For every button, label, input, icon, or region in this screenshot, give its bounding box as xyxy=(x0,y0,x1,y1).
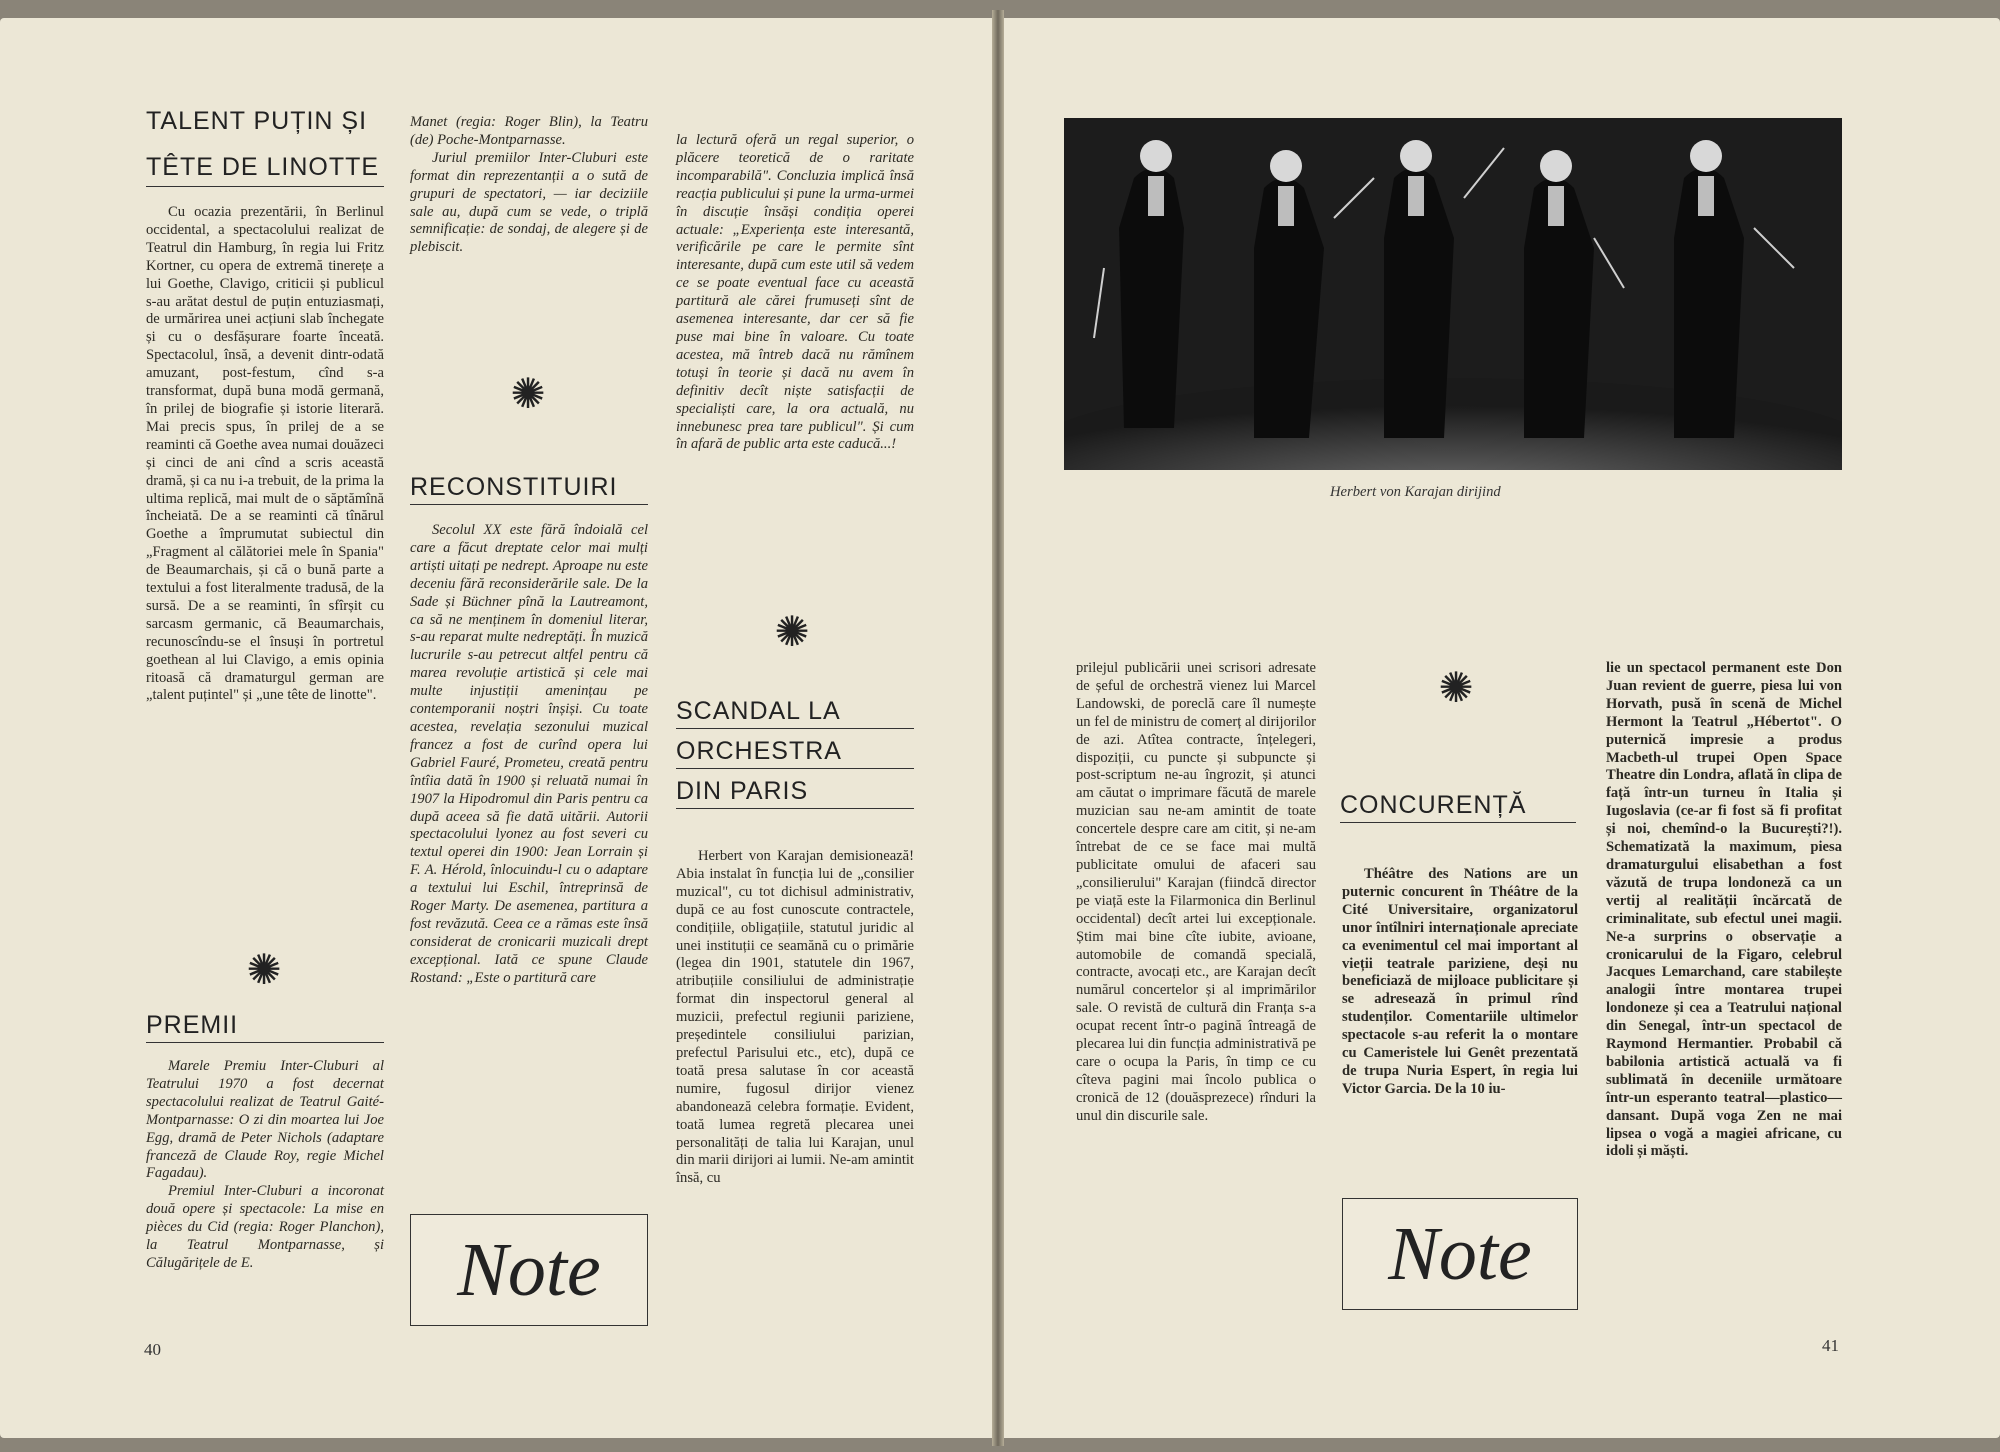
article-scandal xyxy=(676,848,914,1328)
article-paragraph: lie un spectacol permanent este Don Juan revient de guerre, piesa lui von Horvath, pusă în scenă de Michel Hermont la Teatrul „Hébertot". O puternică impresie a produs Macbeth-ul trupei Open Space Theatre din Londra, aflată în clipa de față într-un turneu în Italia și Iugoslavia (ce-ar fi fost să fi profitat și noi, chemînd-o la București?!). Schematizată la maximum, piesa dramaturgului elisabethan a fost văzută de trupa londoneză ca un vertij al realității încărcată de criminalitate, sub efectul unei magii. Ne-a surprins o observație a cronicarului de la Figaro, celebrul Jacques Lemarchand, care stabilește analogii între montarea trupei londoneze și cea a Teatrului național din Senegal, într-un spectacol de Raymond Hermantier. Probabil că babilonia artistică actuală va fi sublimată în deceniile următoare într-un esperanto teatral—plastico—dansant. După voga Zen ne mai lipsea o vogă a magiei africane, cu idoli și măști. xyxy=(1606,660,1842,1160)
note-box-label: Note xyxy=(457,1228,601,1312)
article-paragraph: Cu ocazia prezentării, în Berlinul occidental, a spectacolului realizat de Teatrul din Hamburg, în regia lui Fritz Kortner, cu opera de extremă tinerețe a lui Goethe, Clavigo, criticii și publicul s-au arătat destul de puțin entuziasmați, de urmărirea unei acțiuni slab închegate și cu o desfășurare foarte înceată. Spectacolul, însă, a devenit dintr-odată amuzant, post-festum, cînd s-a transformat, după buna modă germană, în prilej de biografie și istorie literară. Mai precis spus, în prilej de a se reaminti că Goethe avea numai douăzeci și cinci de ani cînd a scris această dramă, și ca nu i-a trebuit, de la prima la ultima replică, mai mult de o săptămînă încheiată. De a se reaminti că tînărul Goethe a împrumutat subiectul din „Fragment al călătoriei mele în Spania" de Beaumarchais, și că o bună parte a textului a fost literalmente tradusă, de la sursă. De a se reaminti, în sfîrșit cu sarcasm germanic, că Beaumarchais, recunoscîndu-se el însuși în portretul goethean al lui Clavigo, a emis opinia ritoasă că dramaturgul german are „talent puțintel" și „une tête de linotte". xyxy=(146,204,384,704)
note-box-left xyxy=(410,1214,648,1326)
heading-rule xyxy=(146,186,384,187)
photo-karajan-conducting xyxy=(1064,118,1842,470)
heading-tete-de-linotte: TÊTE DE LINOTTE xyxy=(146,153,380,181)
article-paragraph: Théâtre des Nations are un puternic concurent în Théâtre de la Cité Universitaire, organizatorul unor întîlniri internaționale apreciate ca evenimentul cel mai important al vieții teatrale pariziene, deși nu beneficiază de mijloace publicitare și se adresează în primul rînd studenților. Comentariile ultimelor spectacole s-au referit la o montare cu Cameristele lui Genêt prezentată de trupa Nuria Espert, în regia lui Victor Garcia. De la 10 iu- xyxy=(1342,866,1578,1097)
article-paragraph: la lectură oferă un regal superior, o plăcere teoretică de o raritate incomparabilă". Concluzia implică însă reacția publicului și pune la urma-urmei în discuție însăși condiția operei actuale: „Experiența este interesantă, verificările pe care le permite sînt interesante, după cum este util să vedem ce se poate eventual face cu această partitură ale cărei frumuseți sînt de asemenea interesante, dar cer să fie puse mai bine în valoare. Cu toate acestea, mă întreb dacă nu rămînem totuși în teorie și dacă nu avem în definitiv decît niște satisfacții de specialiști care, la ora actuală, nu innebunesc prea tare publicul". Și cum în afară de public arta este caducă...! xyxy=(676,132,914,453)
book-gutter xyxy=(992,10,1004,1446)
article-paragraph: Juriul premiilor Inter-Cluburi este format din reprezentanții a o sută de grupuri de spectatori, — iar deciziile sale au, după cum se vede, o triplă semnificație: de sondaj, de alegere și de plebiscit. xyxy=(410,149,648,256)
heading-rule xyxy=(1340,822,1576,823)
article-scandal-continued xyxy=(1076,660,1316,1320)
article-paragraph: Herbert von Karajan demisionează! Abia instalat în funcția lui de „consilier muzical", cu tot dichisul administrativ, după ce au fost cunoscute contractele, condițiile, obligațiile, statutul juridic al unei instituții ce seamănă cu o primărie (legea din 1901, statutele din 1967, atribuțiile consiliului de administrație format din inspectorul general al muzicii, prefectul regiunii pariziene, președintele consiliului parizian, prefectul Parisului etc., etc), după ce toată presa salutase în cor această numire, fugosul dirijor vienez abandonează celebra formație. Evident, toată lumea regretă plecarea unei personalități de talia lui Karajan, unul din marii dirijori ai lumii. Ne-am amintit însă, cu xyxy=(676,848,914,1187)
heading-concurenta: CONCURENȚĂ xyxy=(1340,791,1527,819)
article-paragraph: Premiul Inter-Cluburi a incoronat două opere și spectacole: La mise en pièces du Cid (regia: Roger Planchon), la Teatrul Montparnasse, și Călugărițele de E. xyxy=(146,1183,384,1271)
heading-reconstituiri: RECONSTITUIRI xyxy=(410,473,618,501)
note-box-right xyxy=(1342,1198,1578,1310)
article-reconstituiri xyxy=(410,522,648,1192)
page-number-right: 41 xyxy=(1822,1336,1839,1355)
heading-scandal-line3: DIN PARIS xyxy=(676,777,809,805)
heading-scandal-line2: ORCHESTRA xyxy=(676,737,842,765)
article-premii xyxy=(146,1058,384,1308)
starburst-icon: ✺ xyxy=(774,607,810,656)
heading-talent-putin: TALENT PUȚIN ȘI xyxy=(146,107,368,135)
heading-rule xyxy=(410,504,648,505)
page-number-left: 40 xyxy=(144,1340,161,1359)
heading-rule xyxy=(676,728,914,729)
starburst-icon: ✺ xyxy=(1438,663,1474,712)
article-paragraph: Manet (regia: Roger Blin), la Teatru (de) Poche-Montparnasse. xyxy=(410,114,648,148)
note-box-label: Note xyxy=(1388,1212,1532,1296)
heading-rule xyxy=(676,808,914,809)
photo-illustration xyxy=(1064,118,1842,470)
article-paragraph: Marele Premiu Inter-Cluburi al Teatrului 1970 a fost decernat spectacolului realizat de Teatrul Gaité-Montparnasse: O zi din moartea lui Joe Egg, dramă de Peter Nichols (adaptare franceză de Claude Roy, regie Michel Fagadau). xyxy=(146,1058,384,1182)
article-premii-continued xyxy=(410,114,648,334)
article-paragraph: prilejul publicării unei scrisori adresate de șeful de orchestră vienez lui Marcel Landowski, de poreclă care îl numește un fel de ministru de comerț al dirijorilor de azi. Atîtea contracte, înțelegeri, dispoziții, cu puncte și subpuncte și post-scriptum ne-au îngrozit, și atunci am căutat o imprimare făcută de marele muzician sau ne-am amintit de toate concertele despre care am citit, și ne-am întrebat de ce se face mai multă publicitate omului de afaceri sau „consilierului" Karajan (fiindcă director pe viață este la Filarmonica din Berlinul occidental) decît artei lui excepționale. Știm mai bine cîte iubite, avioane, automobile de comandă specială, contracte, avocați etc., are Karajan decît numărul concertelor și al imprimărilor sale. O revistă de cultură din Franța s-a ocupat recent într-o pagină întreagă de plecarea lui din funcția administrativă pe care o ocupa la Paris, în timp ce cu cîteva pagini mai încolo publica o cronică de 12 (douăsprezece) rînduri la unul din discurile sale. xyxy=(1076,660,1316,1124)
starburst-icon: ✺ xyxy=(510,369,546,418)
article-concurenta-continued xyxy=(1606,660,1842,1320)
photo-caption: Herbert von Karajan dirijind xyxy=(1330,484,1501,500)
starburst-icon: ✺ xyxy=(246,945,282,994)
heading-premii: PREMII xyxy=(146,1011,239,1039)
article-concurenta xyxy=(1342,866,1578,1166)
article-reconstituiri-continued xyxy=(676,132,914,562)
article-paragraph: Secolul XX este fără îndoială cel care a făcut dreptate celor mai mulți artiști uitați pe nedrept. Aproape nu este deceniu fără reconsiderările sale. De la Sade și Büchner pînă la Lautreamont, ca să ne menținem în domeniul literar, s-au reparat multe nedreptăți. În muzică lucrurile s-au petrecut altfel pentru că marea revoluție artistică și cele mai multe injustiții amenințau pe contemporanii noștri înșiși. Cu toate acestea, revelația sezonului muzical francez a fost de curînd opera lui Gabriel Fauré, Prometeu, creată pentru întîia dată în 1900 și reluată numai în 1907 la Hipodromul din Paris pentru ca după aceea să fie dată uitării. Autorii spectacolului lyonez au fost severi cu textul operei din 1900: Jean Lorrain și F. A. Hérold, înlocuindu-l cu o adaptare a textului lui Eschil, întreprinsă de Roger Marty. De asemenea, partitura a fost revăzută. Ceea ce a rămas este însă considerat de cronicarii muzicali drept excepțional. Iată ce spune Claude Rostand: „Este o partitură care xyxy=(410,522,648,986)
heading-rule xyxy=(146,1042,384,1043)
heading-scandal-line1: SCANDAL LA xyxy=(676,697,841,725)
left-page xyxy=(0,18,992,1438)
heading-rule xyxy=(676,768,914,769)
article-talent-putin xyxy=(146,204,384,944)
